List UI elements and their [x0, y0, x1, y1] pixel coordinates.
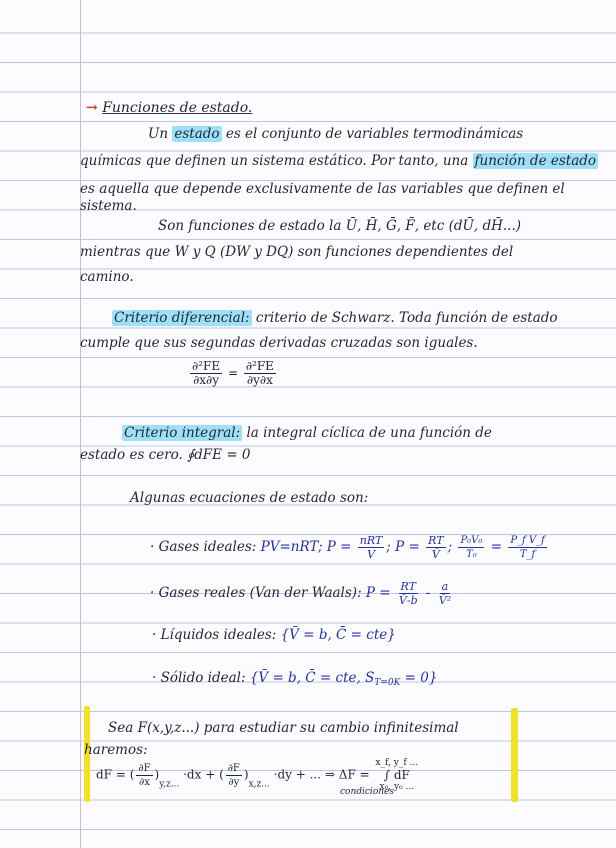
highlight-funcion-de-estado: función de estado: [474, 153, 597, 169]
p3-line1: Criterio diferencial: criterio de Schwarz. Toda función de estado: [114, 310, 558, 326]
p4-line2: estado es cero. ∮dFE = 0: [80, 447, 251, 463]
p3-line2: cumple que sus segundas derivadas cruzadas son iguales.: [80, 335, 478, 351]
conditions-label: condiciones: [340, 787, 394, 797]
p5-intro: Algunas ecuaciones de estado son:: [130, 490, 369, 506]
p1-line4: sistema.: [80, 198, 137, 214]
liquidos-row: · Líquidos ideales: {V̄ = b, C̄ = cte}: [152, 627, 396, 643]
section-title: [86, 100, 252, 116]
box-line1: Sea F(x,y,z...) para estudiar su cambio infinitesimal: [108, 720, 459, 736]
box-line2: haremos:: [84, 742, 148, 758]
differential-equation: dF = ( $\frac{\partial F}{\partial x}$ )$_{y,z...} \cdot dx$ + ( $\frac{\partial F}{\partial y}$ )$_{x,z...} \cdot dy$ + ... ⇒ ΔF = x_f, y_f ... ∫ dF x₀, y₀ ...: [96, 758, 419, 792]
p1-line3: es aquella que depende exclusivamente de las variables que definen el: [80, 181, 565, 197]
schwarz-equation: $\frac{\text{∂²FE}}{\partial x\partial y}$ = $\frac{\text{∂²FE}}{\partial y\partial x}$: [192, 359, 274, 387]
p1-line1: Un estado es el conjunto de variables termodinámicas: [148, 126, 524, 142]
gases-reales-row: · Gases reales (Van der Waals): P = $\frac{RT}{V̄-b}$ - $\frac{a}{\text{V̄²}}$: [150, 580, 452, 607]
arrow-icon: →: [86, 100, 98, 116]
bracket-right: [511, 708, 518, 802]
p2-line1: Son funciones de estado la Ū, H̄, Ḡ, F̄, etc (dŪ, dH̄...): [158, 218, 522, 234]
highlight-criterio-diferencial: Criterio diferencial:: [114, 310, 250, 326]
p1-line2: químicas que definen un sistema estático. Por tanto, una función de estado: [80, 153, 597, 169]
gases-ideales-row: · Gases ideales: PV=nRT; P = $\frac{\text{nRT}}{V}$ ; P = $\frac{RT}{V̄}$ ; $\frac{\text{P₀V₀}}{\text{T₀}}$ = $\frac{\text{P\_f V\_f}}{T\_f}$: [150, 534, 545, 561]
p2-line3: camino.: [80, 269, 134, 285]
highlight-estado: estado: [174, 126, 220, 142]
title-text: Funciones de estado.: [102, 100, 253, 116]
margin-line: [80, 0, 81, 848]
p2-line2: mientras que W y Q (DW y DQ) son funciones dependientes del: [80, 244, 514, 260]
highlight-criterio-integral: Criterio integral:: [124, 425, 241, 441]
p4-line1: Criterio integral: la integral cíclica de una función de: [124, 425, 492, 441]
solido-row: · Sólido ideal: {V̄ = b, C̄ = cte, $S_{T=0K} = 0$}: [152, 670, 438, 688]
